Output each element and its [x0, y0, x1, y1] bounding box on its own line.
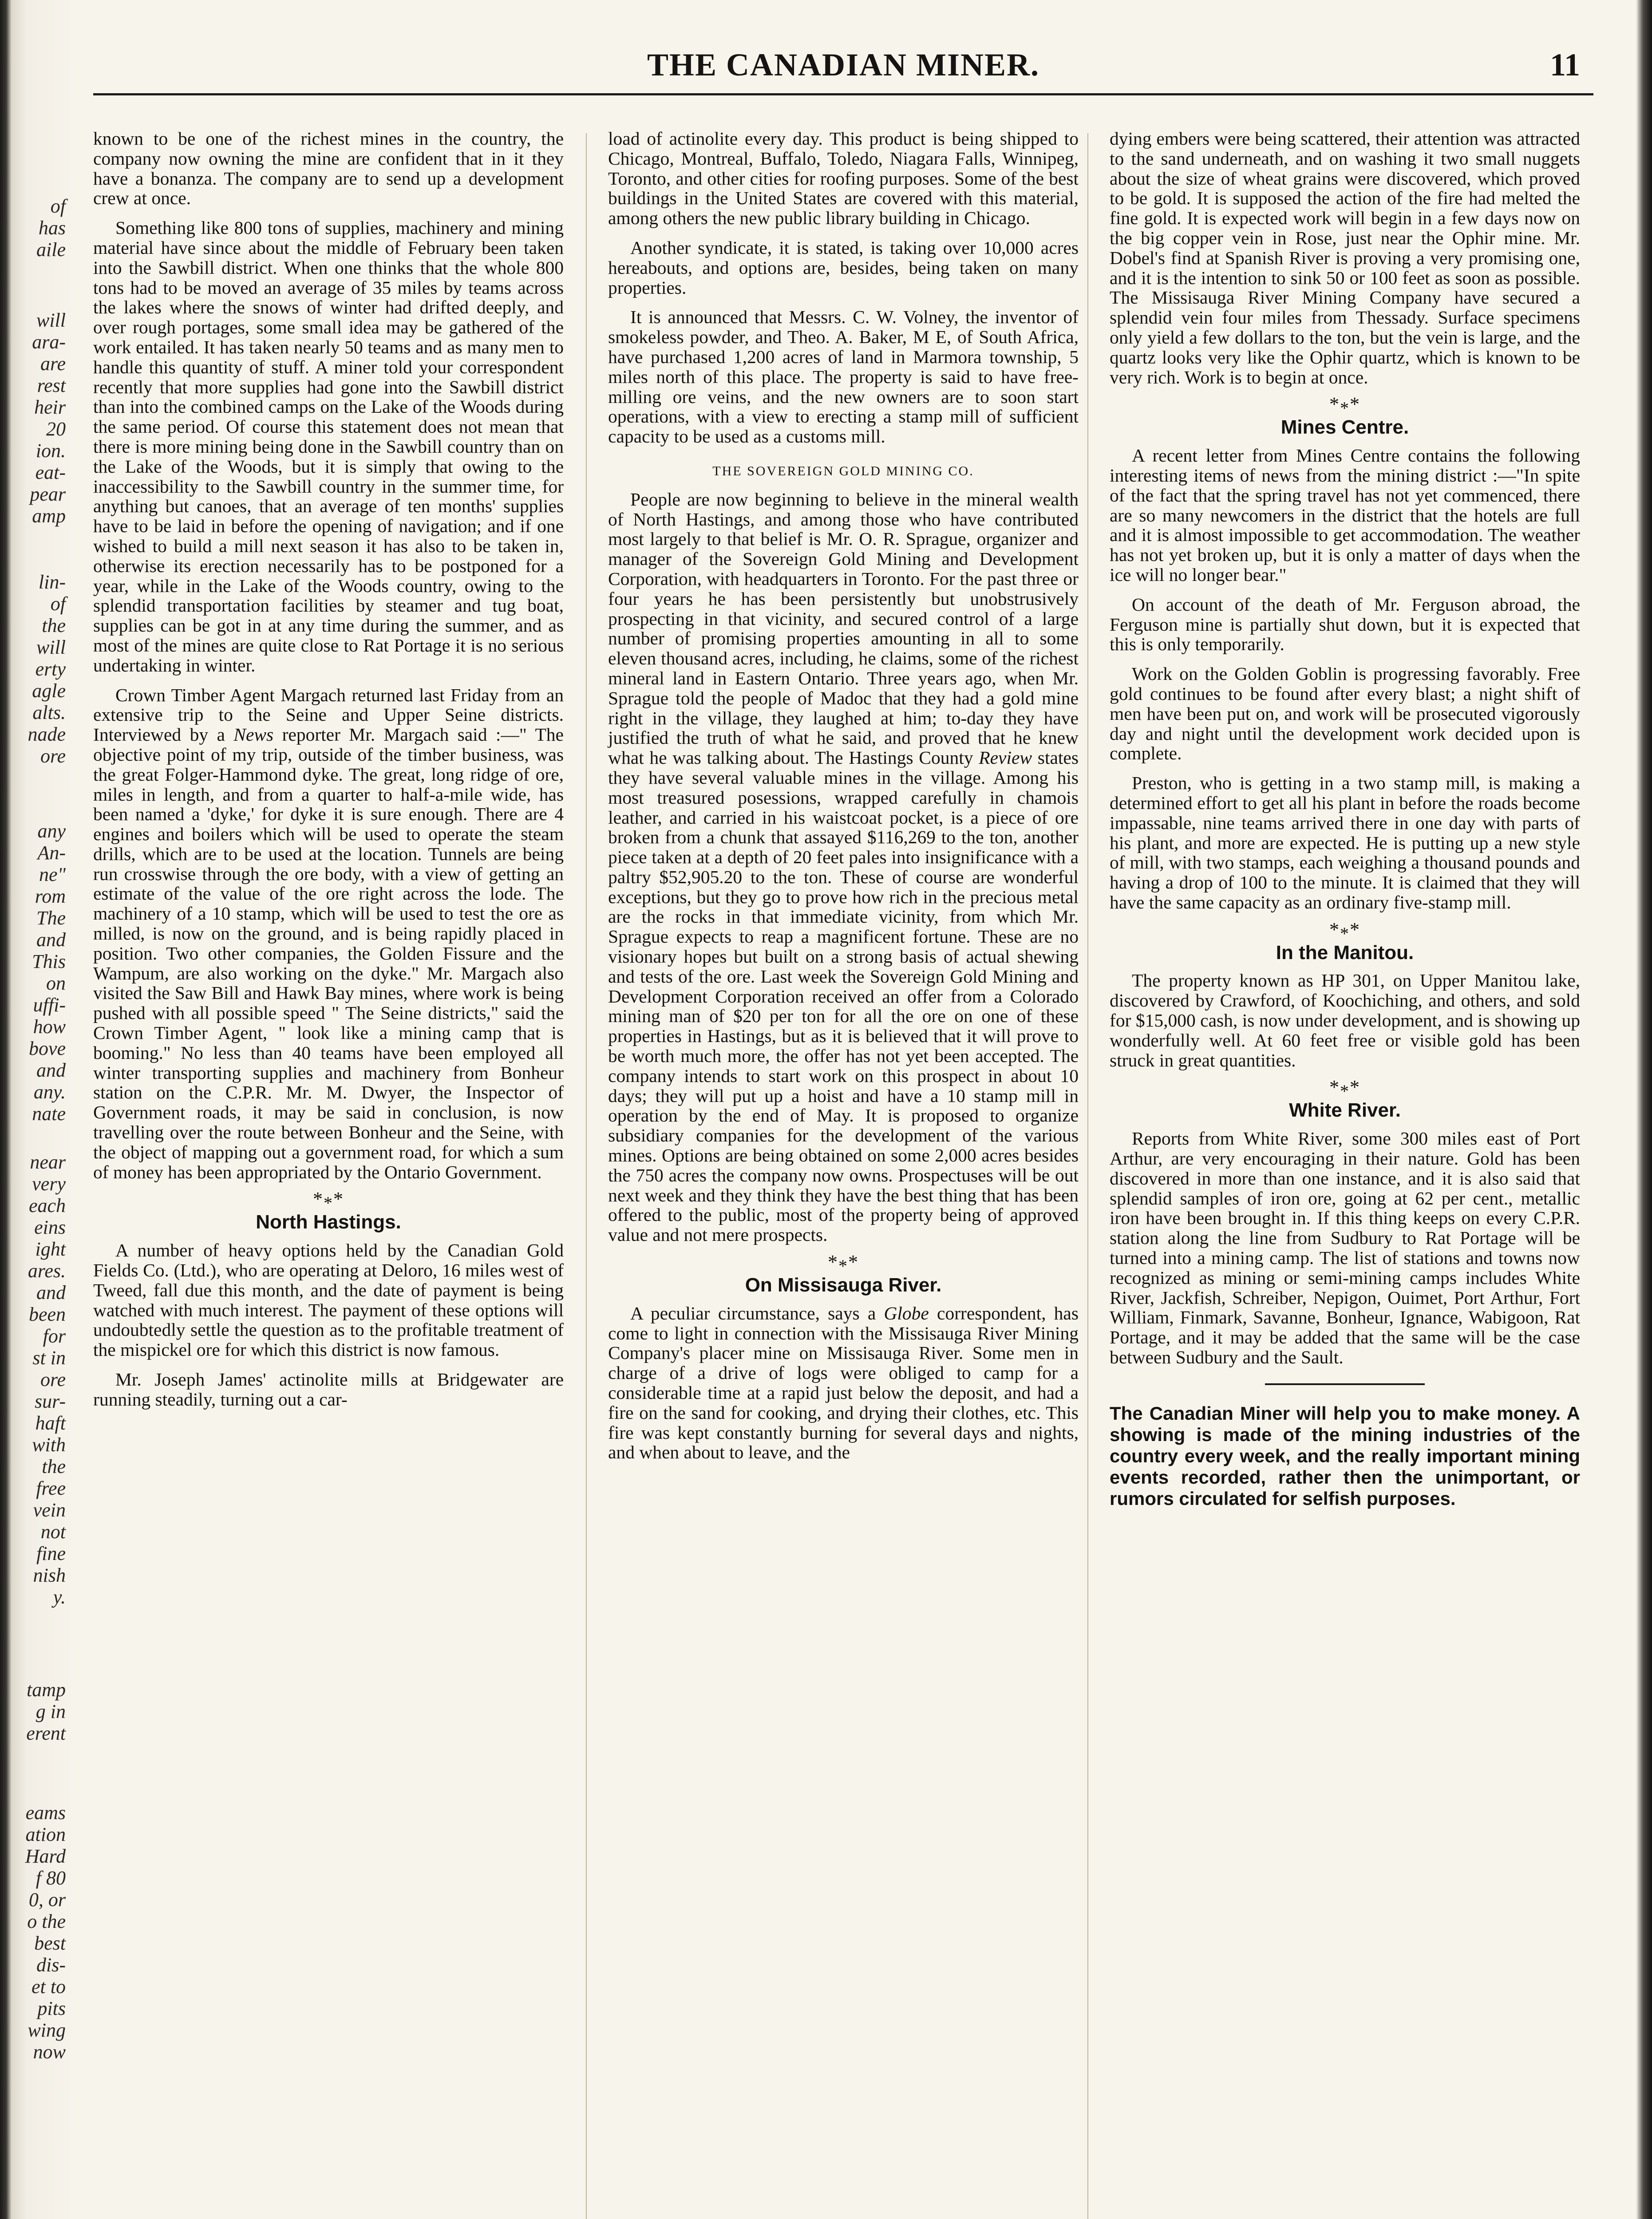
gutter-fragment: free: [36, 1477, 66, 1499]
column-1: [93, 129, 564, 2215]
gutter-fragment: ion.: [36, 440, 66, 462]
gutter-fragment: near: [30, 1151, 66, 1173]
page-header: [93, 42, 1593, 95]
gutter-fragment: et to: [32, 1976, 66, 1998]
gutter-fragment: on: [46, 972, 66, 994]
section-ornament: $*_**$: [1329, 918, 1360, 944]
article-paragraph: Another syndicate, it is stated, is taking over 10,000 acres hereabouts, and options are, besides, being taken on many properties.: [608, 237, 1079, 298]
section-heading: Mines Centre.: [1280, 416, 1409, 438]
gutter-fragment: f 80: [36, 1867, 66, 1889]
column-2: [608, 129, 1079, 2215]
gutter-fragment: nade: [28, 723, 66, 745]
article-paragraph: It is announced that Messrs. C. W. Volney, the inventor of smokeless powder, and Theo. A. Baker, M E, of South Africa, have purchased 1,200 acres of land in Marmora township, 5 miles north of this place. The property is said to have free-milling ore veins, and the new owners are to soon start operations, with a view to erecting a stamp mill of sufficient capacity to be used as a customs mill.: [608, 307, 1079, 447]
article-paragraph: Crown Timber Agent Margach returned last Friday from an extensive trip to the Seine and Upper Seine districts. Interviewed by a News reporter Mr. Margach said :—" The objective point of my trip, outside of the timber business, was the great Folger-Hammond dyke. The great, long ridge of ore, miles in length, and from a quarter to half-a-mile wide, has been named a 'dyke,' for dyke it is sure enough. There are 4 engines and boilers which will be used to operate the steam drills, which are to be used at the location. Tunnels are being run crosswise through the ore body, with a view of getting an estimate of the value of the ore right across the lode. The machinery of a 10 stamp, which will be used to test the ore as milled, is now on the ground, and is being rapidly placed in position. Two other companies, the Golden Fissure and the Wampum, are also working on the dyke." Mr. Margach also visited the Saw Bill and Hawk Bay mines, where work is being pushed with all possible speed " The Seine districts," said the Crown Timber Agent, " look like a mining camp that is booming." No less than 40 teams have been employed all winter transporting supplies and machinery from Bonheur station on the C.P.R. Mr. M. Dwyer, the Inspector of Government roads, it may be said in conclusion, is now travelling over the route between Bonheur and the Seine, with the object of mapping out a government road, for which a sum of money has been appropriated by the Ontario Government.: [93, 684, 564, 1182]
article-paragraph: Something like 800 tons of supplies, machinery and mining material have since about the middle of February been taken into the Sawbill district. When one thinks that the whole 800 tons had to be moved an average of 35 miles by teams across the lakes where the snows of winter had drifted deeply, and over rough portages, some small idea may be gathered of the work entailed. It has taken nearly 50 teams and as many men to handle this quantity of stuff. A miner told your correspondent recently that more supplies had gone into the Sawbill district than into the combined camps on the Lake of the Woods during the same period. Of course this statement does not mean that there is more mining being done in the Sawbill country than on the Lake of the Woods, but it is simply that owing to the inaccessibility to the Sawbill country in the summer time, for anything but canoes, that an average of ten months' supplies have to be laid in before the opening of navigation; and if one wished to build a mill next season it has also to be taken in, otherwise its erection necessarily has to be postponed for a year, while in the Lake of the Woods country, owing to the splendid transportation facilities by steamer and tug boat, supplies can be got in at any time during the summer, and as most of the mines are quite close to Rat Portage it is no serious undertaking in winter.: [93, 217, 564, 675]
article-paragraph: On account of the death of Mr. Ferguson abroad, the Ferguson mine is partially shut down, but it is expected that this is only temporarily.: [1110, 594, 1580, 655]
gutter-fragment: The: [36, 907, 66, 929]
gutter-fragment: ne": [39, 864, 66, 885]
subsection-heading: THE SOVEREIGN GOLD MINING CO.: [712, 463, 974, 478]
gutter-fragment: with: [32, 1434, 66, 1456]
column-divider: [1087, 133, 1088, 2219]
section-ornament: $*_**$: [1329, 1076, 1360, 1102]
gutter-fragment: alts.: [32, 702, 66, 723]
gutter-fragment: of: [50, 195, 66, 217]
gutter-fragment: nate: [32, 1103, 66, 1125]
section-ornament: $*_**$: [313, 1188, 344, 1213]
gutter-fragment: 20: [46, 418, 66, 440]
article-paragraph: known to be one of the richest mines in the country, the company now owning the mine are confident that in it they have a bonanza. The company are to send up a development crew at once.: [93, 128, 564, 209]
gutter-fragment: ation: [25, 1824, 66, 1845]
gutter-fragment: ight: [35, 1238, 66, 1260]
section-ornament: $*_**$: [828, 1251, 859, 1276]
gutter-fragment: fine: [36, 1543, 66, 1564]
gutter-fragment: ore: [40, 1369, 66, 1390]
gutter-fragment: dis-: [36, 1954, 66, 1976]
gutter-fragment: and: [36, 1282, 66, 1303]
article-paragraph: Mr. Joseph James' actinolite mills at Bridgewater are running steadily, turning out a car-: [93, 1369, 564, 1410]
gutter-fragment: any.: [33, 1081, 66, 1103]
article-paragraph: Preston, who is getting in a two stamp mill, is making a determined effort to get all his plant in before the roads become impassable, nine teams arrived there in one day with parts of his plant, and more are expected. He is putting up a new style of mill, with two stamps, each weighing a thousand pounds and having a drop of 100 to the minute. It is claimed that they will have the same capacity as an ordinary five-stamp mill.: [1110, 773, 1580, 912]
gutter-fragment: the: [42, 615, 66, 636]
gutter-fragment: now: [33, 2041, 66, 2063]
gutter-fragment: and: [36, 929, 66, 951]
gutter-fragment: sur-: [34, 1390, 66, 1412]
article-paragraph: A peculiar circumstance, says a Globe correspondent, has come to light in connection with the Missisauga River Mining Company's placer mine on Missisauga River. Some men in charge of a drive of logs were obliged to camp for a considerable time at a rapid just below the deposit, and had a fire on the sand for cooking, and drying their clothes, etc. This fire was kept constantly burning for several days and nights, and when about to leave, and the: [608, 1303, 1079, 1463]
section-heading: On Missisauga River.: [745, 1274, 942, 1296]
gutter-fragment: has: [38, 217, 66, 239]
gutter-fragment: aile: [36, 239, 66, 261]
gutter-fragment: how: [33, 1016, 66, 1038]
gutter-fragment: st in: [32, 1347, 66, 1369]
gutter-fragment: tamp: [27, 1679, 66, 1701]
gutter-fragment: for: [43, 1325, 66, 1347]
header-rule: [93, 93, 1593, 95]
section-ornament: $*_**$: [1329, 393, 1360, 419]
section-heading: In the Manitou.: [1276, 941, 1414, 963]
gutter-fragment: been: [28, 1303, 66, 1325]
gutter-fragment: any: [37, 820, 66, 842]
article-paragraph: Reports from White River, some 300 miles east of Port Arthur, are very encouraging in their nature. Gold has been discovered in more than one instance, and it is also said that splendid samples of iron ore, going at 62 per cent., metallic iron have been brought in. If this thing keeps on every C.P.R. station along the line from Sudbury to Rat Portage will be turned into a mining camp. The list of stations and towns now recognized as mining or semi-mining camps includes White River, Jackfish, Schreiber, Nepigon, Ouimet, Port Arthur, Fort William, Finmark, Savanne, Bonheur, Ignance, Wabigoon, Rat Portage, and it may be added that the same will be the case between Sudbury and the Sault.: [1110, 1128, 1580, 1368]
gutter-fragment: ares.: [28, 1260, 66, 1282]
gutter-fragment: rom: [35, 885, 66, 907]
gutter-fragment: bove: [28, 1038, 66, 1059]
gutter-fragment: This: [32, 951, 66, 972]
gutter-fragment: g in: [36, 1701, 66, 1722]
article-paragraph: A recent letter from Mines Centre contains the following interesting items of news from the mining district :—"In spite of the fact that the spring travel has not yet commenced, there are so many newcomers in the district that the hotels are full and it is almost impossible to get accommodation. The weather has not yet broken up, but it is only a matter of days when the ice will no longer bear.": [1110, 445, 1580, 585]
article-paragraph: A number of heavy options held by the Canadian Gold Fields Co. (Ltd.), who are operating at Deloro, 16 miles west of Tweed, fall due this month, and the date of payment is being watched with much interest. The payment of these options will undoubtedly settle the question as to the profitable treatment of the mispickel ore for which this district is now famous.: [93, 1240, 564, 1360]
gutter-fragment: heir: [34, 396, 66, 418]
gutter-fragment: nish: [33, 1564, 66, 1586]
gutter-fragment: y.: [53, 1586, 66, 1608]
article-paragraph: dying embers were being scattered, their attention was attracted to the sand underneath, and on washing it two small nuggets about the size of wheat grains were discovered, which proved to be gold. It is supposed the action of the fire had melted the fine gold. It is expected work will begin in a few days now on the big copper vein in Rose, just near the Ophir mine. Mr. Dobel's find at Spanish River is proving a very promising one, and it is the intention to sink 50 or 100 feet as soon as possible. The Missisauga River Mining Company have secured a splendid vein four miles from Thessady. Surface specimens only yield a few dollars to the ton, but the vein is large, and the quartz looks very like the Ophir quartz, which is known to be very rich. Work is to begin at once.: [1110, 128, 1580, 387]
gutter-fragment: very: [32, 1173, 66, 1195]
newspaper-title: THE CANADIAN MINER.: [647, 47, 1040, 83]
article-paragraph: People are now beginning to believe in the mineral wealth of North Hastings, and among those who have contributed most largely to that belief is Mr. O. R. Sprague, organizer and manager of the Sovereign Gold Mining and Development Corporation, with headquarters in Toronto. For the past three or four years he has been persistently but unobstrusively prospecting in that vicinity, and secured control of a large number of promising properties amounting in all to some eleven thousand acres, including, he claims, some of the richest mineral land in Eastern Ontario. Three years ago, when Mr. Sprague told the people of Madoc that they had a gold mine right in the village, they laughed at him; to-day they have justified the truth of what he said, and proved that he knew what he was talking about. The Hastings County Review states they have several valuable mines in the village. Among his most treasured posessions, wrapped carefully in chamois leather, and carried in his waistcoat pocket, is a piece of ore broken from a chunk that assayed $116,269 to the ton, another piece taken at a depth of 20 feet pales into insignificance with a paltry $52,905.20 to the ton. These of course are wonderful exceptions, but they go to prove how rich in the precious metal are the rocks in that immediate vicinity, from which Mr. Sprague expects to reap a magnificent fortune. These are no visionary hopes but built on a strong basis of actual shewing and tests of the ore. Last week the Sovereign Gold Mining and Development Corporation received an offer from a Colorado mining man of $20 per ton for all the ore on one of these properties in Hastings, but as it is believed that it will prove to be worth much more, the offer has not yet been accepted. The company intends to start work on this prospect in about 10 days; they will put up a hoist and have a 10 stamp mill in operation by the end of May. It is proposed to organize subsidiary companies for the development of the various mines. Options are being obtained on some 2,000 acres besides the 750 acres the company now owns. Prospectuses will be out next week and they think they have the best thing that has been offered to the public, most of the property being of approved value and not mere prospects.: [608, 489, 1079, 1245]
gutter-fragment: uffi-: [33, 994, 66, 1016]
gutter-fragment: vein: [33, 1499, 66, 1521]
gutter-fragment: ore: [40, 745, 66, 767]
gutter-fragment: of: [50, 593, 66, 615]
gutter-fragment: best: [34, 1932, 66, 1954]
gutter-fragment: pits: [37, 1998, 66, 2019]
gutter-fragment: will: [36, 636, 66, 658]
gutter-fragment: ara-: [32, 331, 66, 353]
section-heading: White River.: [1289, 1099, 1401, 1121]
gutter-fragment: haft: [35, 1412, 66, 1434]
gutter-fragment: each: [28, 1195, 66, 1216]
gutter-fragment: pear: [30, 483, 66, 505]
gutter-fragment: are: [40, 353, 66, 375]
column-3: [1110, 129, 1580, 2215]
page-edge-shadow: [1636, 0, 1652, 2219]
gutter-fragment: will: [36, 309, 66, 331]
gutter-fragment: 0, or: [28, 1889, 66, 1911]
gutter-text-fragments: [0, 0, 71, 2219]
gutter-fragment: eat-: [35, 462, 66, 483]
gutter-fragment: agle: [32, 680, 66, 702]
section-rule: [1265, 1383, 1425, 1385]
gutter-fragment: not: [40, 1521, 66, 1543]
section-heading: North Hastings.: [256, 1211, 401, 1233]
gutter-fragment: rest: [37, 375, 66, 396]
gutter-fragment: eams: [25, 1802, 66, 1824]
gutter-fragment: An-: [37, 842, 66, 864]
gutter-fragment: wing: [28, 2019, 66, 2041]
promo-notice: The Canadian Miner will help you to make money. A showing is made of the mining industries of the country every week, and the really important mining events recorded, rather then the unimportant, or rumors circulated for selfish purposes.: [1110, 1402, 1580, 1509]
article-paragraph: Work on the Golden Goblin is progressing favorably. Free gold continues to be found after every blast; a night shift of men have been put on, and work will be prosecuted vigorously day and night until the development work decided upon is complete.: [1110, 663, 1580, 764]
page-number: 11: [1549, 47, 1580, 83]
gutter-fragment: erent: [26, 1722, 66, 1744]
gutter-fragment: eins: [34, 1216, 66, 1238]
gutter-fragment: and: [36, 1059, 66, 1081]
column-divider: [586, 133, 587, 2219]
gutter-fragment: Hard: [25, 1845, 66, 1867]
gutter-fragment: the: [42, 1456, 66, 1477]
gutter-fragment: lin-: [38, 571, 66, 593]
gutter-fragment: erty: [35, 658, 66, 680]
article-paragraph: The property known as HP 301, on Upper Manitou lake, discovered by Crawford, of Koochiching, and others, and sold for $15,000 cash, is now under development, and is showing up wonderfully well. At 60 feet free or visible gold has been struck in great quantities.: [1110, 970, 1580, 1070]
gutter-fragment: amp: [32, 505, 66, 527]
article-paragraph: load of actinolite every day. This product is being shipped to Chicago, Montreal, Buffalo, Toledo, Niagara Falls, Winnipeg, Toronto, and other cities for roofing purposes. Some of the best buildings in the United States are covered with this material, among others the new public library building in Chicago.: [608, 128, 1079, 229]
gutter-fragment: o the: [27, 1911, 66, 1932]
